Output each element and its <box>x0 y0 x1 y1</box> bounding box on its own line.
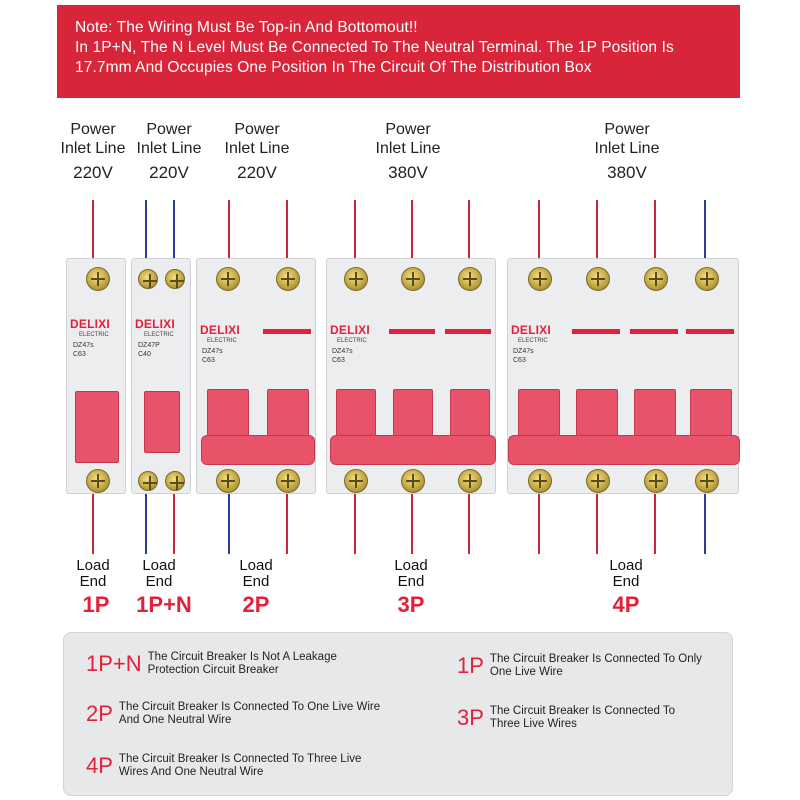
pole-stripe <box>263 329 311 334</box>
load-title: Load <box>609 557 643 574</box>
inlet-label-2p <box>217 120 297 182</box>
info-text: The Circuit Breaker Is Not A Leakage Protection Circuit Breaker <box>147 651 337 676</box>
info-text: The Circuit Breaker Is Connected To Three Live Wires And One Neutral Wire <box>118 753 362 778</box>
code-1p: 1P <box>82 592 110 617</box>
live-wire-bottom <box>538 494 540 554</box>
info-item-1pn <box>86 651 386 677</box>
model-label: DZ47s C63 <box>513 348 534 364</box>
neutral-wire-bottom <box>228 494 230 554</box>
inlet-label-4p <box>587 120 667 182</box>
brand-subtitle: ELECTRIC <box>79 332 109 338</box>
terminal-screw-icon <box>165 471 185 491</box>
pole-stripe <box>630 329 678 334</box>
live-wire-bottom <box>286 494 288 554</box>
inlet-title: Power <box>146 121 192 138</box>
breaker-1pn <box>131 258 191 494</box>
terminal-screw-icon <box>344 267 368 291</box>
inlet-label-1pn <box>131 120 207 182</box>
inlet-title: Power <box>385 121 431 138</box>
load-label-1pn <box>136 558 182 590</box>
live-wire-bottom <box>596 494 598 554</box>
load-label-4p <box>603 558 649 590</box>
terminal-screw-icon <box>401 267 425 291</box>
neutral-wire-bottom <box>145 494 147 554</box>
inlet-subtitle: Inlet Line <box>60 140 126 157</box>
info-item-1p <box>457 653 717 679</box>
live-wire-top <box>538 200 540 258</box>
code-4p: 4P <box>612 592 640 617</box>
live-wire-bottom <box>654 494 656 554</box>
inlet-title: Power <box>70 121 116 138</box>
inlet-voltage: 220V <box>73 163 113 182</box>
terminal-screw-icon <box>586 469 610 493</box>
info-item-4p <box>86 753 416 779</box>
note-banner <box>57 5 740 98</box>
live-wire-bottom <box>468 494 470 554</box>
code-1pn: 1P+N <box>136 592 192 617</box>
breaker-3p <box>326 258 496 494</box>
inlet-voltage: 380V <box>607 163 647 182</box>
tie-bar <box>330 435 496 465</box>
neutral-wire-top <box>173 200 175 258</box>
load-label-1p <box>70 558 116 590</box>
breaker-1p <box>66 258 126 494</box>
code-3p: 3P <box>397 592 425 617</box>
neutral-wire-top <box>145 200 147 258</box>
pole-stripe <box>389 329 435 334</box>
info-panel <box>63 632 733 796</box>
terminal-screw-icon <box>458 267 482 291</box>
info-text: The Circuit Breaker Is Connected To Three Live Wires <box>489 705 676 730</box>
live-wire-top <box>654 200 656 258</box>
terminal-screw-icon <box>458 469 482 493</box>
brand-logo: DELIXI <box>511 323 551 337</box>
model-label: DZ47s C63 <box>73 342 94 358</box>
tie-bar <box>201 435 315 465</box>
terminal-screw-icon <box>528 469 552 493</box>
terminal-screw-icon <box>644 267 668 291</box>
load-label-3p <box>388 558 434 590</box>
tie-bar <box>508 435 740 465</box>
terminal-screw-icon <box>165 269 185 289</box>
load-label-2p <box>233 558 279 590</box>
info-text: The Circuit Breaker Is Connected To Only One Live Wire <box>489 653 702 678</box>
live-wire-top <box>92 200 94 258</box>
brand-logo: DELIXI <box>70 317 110 331</box>
terminal-screw-icon <box>86 469 110 493</box>
info-text: The Circuit Breaker Is Connected To One Live Wire And One Neutral Wire <box>118 701 381 726</box>
load-subtitle: End <box>397 573 425 590</box>
terminal-screw-icon <box>695 469 719 493</box>
terminal-screw-icon <box>138 471 158 491</box>
info-code: 3P <box>457 705 484 730</box>
load-title: Load <box>142 557 176 574</box>
terminal-screw-icon <box>401 469 425 493</box>
terminal-screw-icon <box>276 267 300 291</box>
inlet-subtitle: Inlet Line <box>375 140 441 157</box>
live-wire-top <box>286 200 288 258</box>
pole-stripe <box>445 329 491 334</box>
note-line-2: In 1P+N, The N Level Must Be Connected To The Neutral Terminal. The 1P Position Is <box>75 39 674 56</box>
live-wire-bottom <box>354 494 356 554</box>
brand-logo: DELIXI <box>200 323 240 337</box>
info-item-2p <box>86 701 416 727</box>
terminal-screw-icon <box>344 469 368 493</box>
pole-stripe <box>686 329 734 334</box>
inlet-label-3p <box>368 120 448 182</box>
terminal-screw-icon <box>276 469 300 493</box>
inlet-subtitle: Inlet Line <box>224 140 290 157</box>
live-wire-bottom <box>92 494 94 554</box>
live-wire-top <box>411 200 413 258</box>
inlet-subtitle: Inlet Line <box>136 140 202 157</box>
terminal-screw-icon <box>216 267 240 291</box>
code-2p: 2P <box>242 592 270 617</box>
load-title: Load <box>239 557 273 574</box>
terminal-screw-icon <box>528 267 552 291</box>
live-wire-top <box>354 200 356 258</box>
inlet-voltage: 380V <box>388 163 428 182</box>
info-code: 4P <box>86 753 113 778</box>
load-title: Load <box>394 557 428 574</box>
neutral-wire-bottom <box>704 494 706 554</box>
info-code: 2P <box>86 701 113 726</box>
brand-subtitle: ELECTRIC <box>337 338 367 344</box>
note-line-3: 17.7mm And Occupies One Position In The Circuit Of The Distribution Box <box>75 59 592 76</box>
info-item-3p <box>457 705 717 731</box>
brand-subtitle: ELECTRIC <box>518 338 548 344</box>
terminal-screw-icon <box>86 267 110 291</box>
load-subtitle: End <box>145 573 173 590</box>
model-label: DZ47P C40 <box>138 342 160 358</box>
inlet-voltage: 220V <box>237 163 277 182</box>
model-label: DZ47s C63 <box>202 348 223 364</box>
terminal-screw-icon <box>138 269 158 289</box>
brand-subtitle: ELECTRIC <box>207 338 237 344</box>
toggle-handle <box>75 391 119 463</box>
terminal-screw-icon <box>586 267 610 291</box>
model-label: DZ47s C63 <box>332 348 353 364</box>
brand-subtitle: ELECTRIC <box>144 332 174 338</box>
load-subtitle: End <box>242 573 270 590</box>
live-wire-top <box>596 200 598 258</box>
brand-logo: DELIXI <box>330 323 370 337</box>
inlet-subtitle: Inlet Line <box>594 140 660 157</box>
live-wire-top <box>468 200 470 258</box>
note-line-1: Note: The Wiring Must Be Top-in And Bottomout!! <box>75 19 418 36</box>
live-wire-top <box>228 200 230 258</box>
live-wire-bottom <box>411 494 413 554</box>
inlet-title: Power <box>604 121 650 138</box>
live-wire-bottom <box>173 494 175 554</box>
info-code: 1P <box>457 653 484 678</box>
load-subtitle: End <box>612 573 640 590</box>
load-title: Load <box>76 557 110 574</box>
pole-stripe <box>572 329 620 334</box>
inlet-label-1p <box>55 120 131 182</box>
neutral-wire-top <box>704 200 706 258</box>
toggle-handle <box>144 391 180 453</box>
terminal-screw-icon <box>216 469 240 493</box>
breaker-4p <box>507 258 739 494</box>
terminal-screw-icon <box>695 267 719 291</box>
info-code: 1P+N <box>86 651 142 676</box>
brand-logo: DELIXI <box>135 317 175 331</box>
load-subtitle: End <box>79 573 107 590</box>
breaker-2p <box>196 258 316 494</box>
inlet-voltage: 220V <box>149 163 189 182</box>
inlet-title: Power <box>234 121 280 138</box>
terminal-screw-icon <box>644 469 668 493</box>
